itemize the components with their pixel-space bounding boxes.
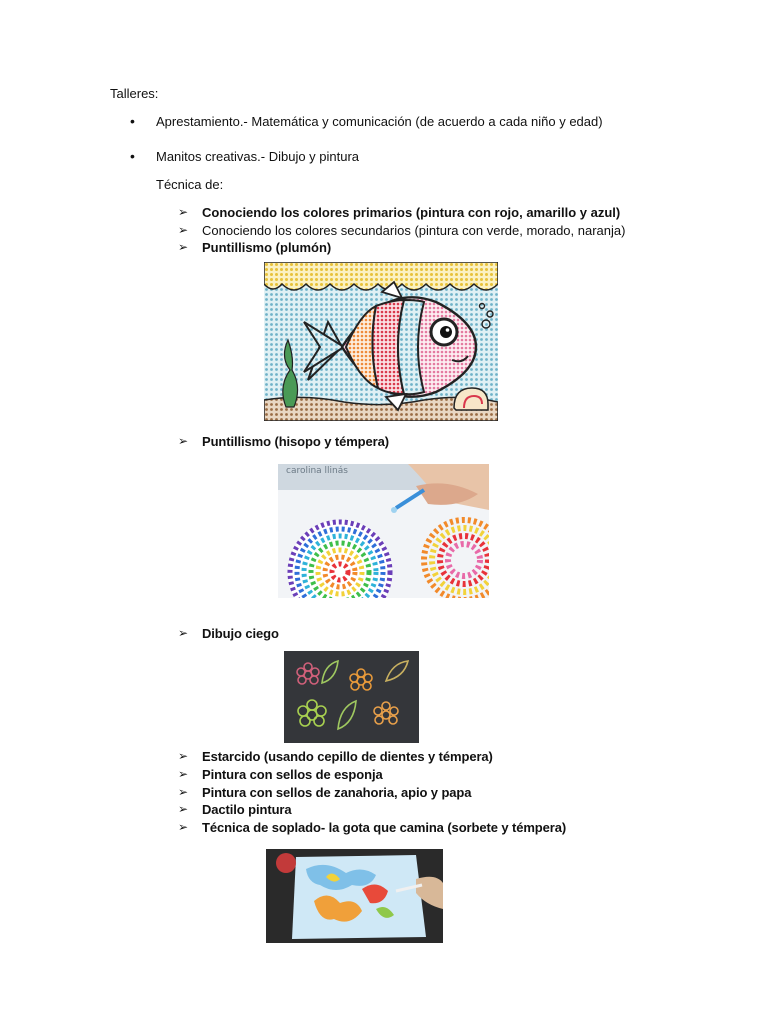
arrow-bullet-icon: ➢ xyxy=(178,749,189,763)
item-tecnica-soplado: Técnica de soplado- la gota que camina (sorbete y témpera) xyxy=(202,820,567,835)
bullet-icon: • xyxy=(130,148,135,164)
arrow-bullet-icon: ➢ xyxy=(178,223,189,237)
item-dactilo-pintura: Dactilo pintura xyxy=(202,802,292,817)
bullet-icon: • xyxy=(130,113,135,129)
arrow-bullet-icon: ➢ xyxy=(178,434,189,448)
item-colores-primarios: Conociendo los colores primarios (pintura con rojo, amarillo y azul) xyxy=(202,205,621,220)
arrow-bullet-icon: ➢ xyxy=(178,767,189,781)
item-puntillismo-hisopo: Puntillismo (hisopo y témpera) xyxy=(202,434,389,449)
item-colores-secundarios: Conociendo los colores secundarios (pintura con verde, morado, naranja) xyxy=(202,223,626,238)
item-sellos-zanahoria: Pintura con sellos de zanahoria, apio y papa xyxy=(202,785,472,800)
bullet-manitos-creativas: Manitos creativas.- Dibujo y pintura xyxy=(156,149,360,164)
soplado-image xyxy=(266,849,443,943)
arrow-bullet-icon: ➢ xyxy=(178,240,189,254)
arrow-bullet-icon: ➢ xyxy=(178,820,189,834)
arrow-bullet-icon: ➢ xyxy=(178,626,189,640)
puntillismo-fish-image xyxy=(264,262,498,421)
item-estarcido: Estarcido (usando cepillo de dientes y témpera) xyxy=(202,749,493,764)
section-title: Talleres: xyxy=(110,86,159,101)
tecnica-label: Técnica de: xyxy=(156,177,224,192)
arrow-bullet-icon: ➢ xyxy=(178,205,189,219)
dibujo-ciego-image xyxy=(284,651,419,743)
bullet-aprestamiento: Aprestamiento.- Matemática y comunicación (de acuerdo a cada niño y edad) xyxy=(156,114,603,129)
item-sellos-esponja: Pintura con sellos de esponja xyxy=(202,767,383,782)
item-puntillismo-plumon: Puntillismo (plumón) xyxy=(202,240,332,255)
image-watermark: carolina llinás xyxy=(286,466,348,476)
item-dibujo-ciego: Dibujo ciego xyxy=(202,626,279,641)
arrow-bullet-icon: ➢ xyxy=(178,785,189,799)
puntillismo-hisopo-image xyxy=(278,464,489,598)
arrow-bullet-icon: ➢ xyxy=(178,802,189,816)
